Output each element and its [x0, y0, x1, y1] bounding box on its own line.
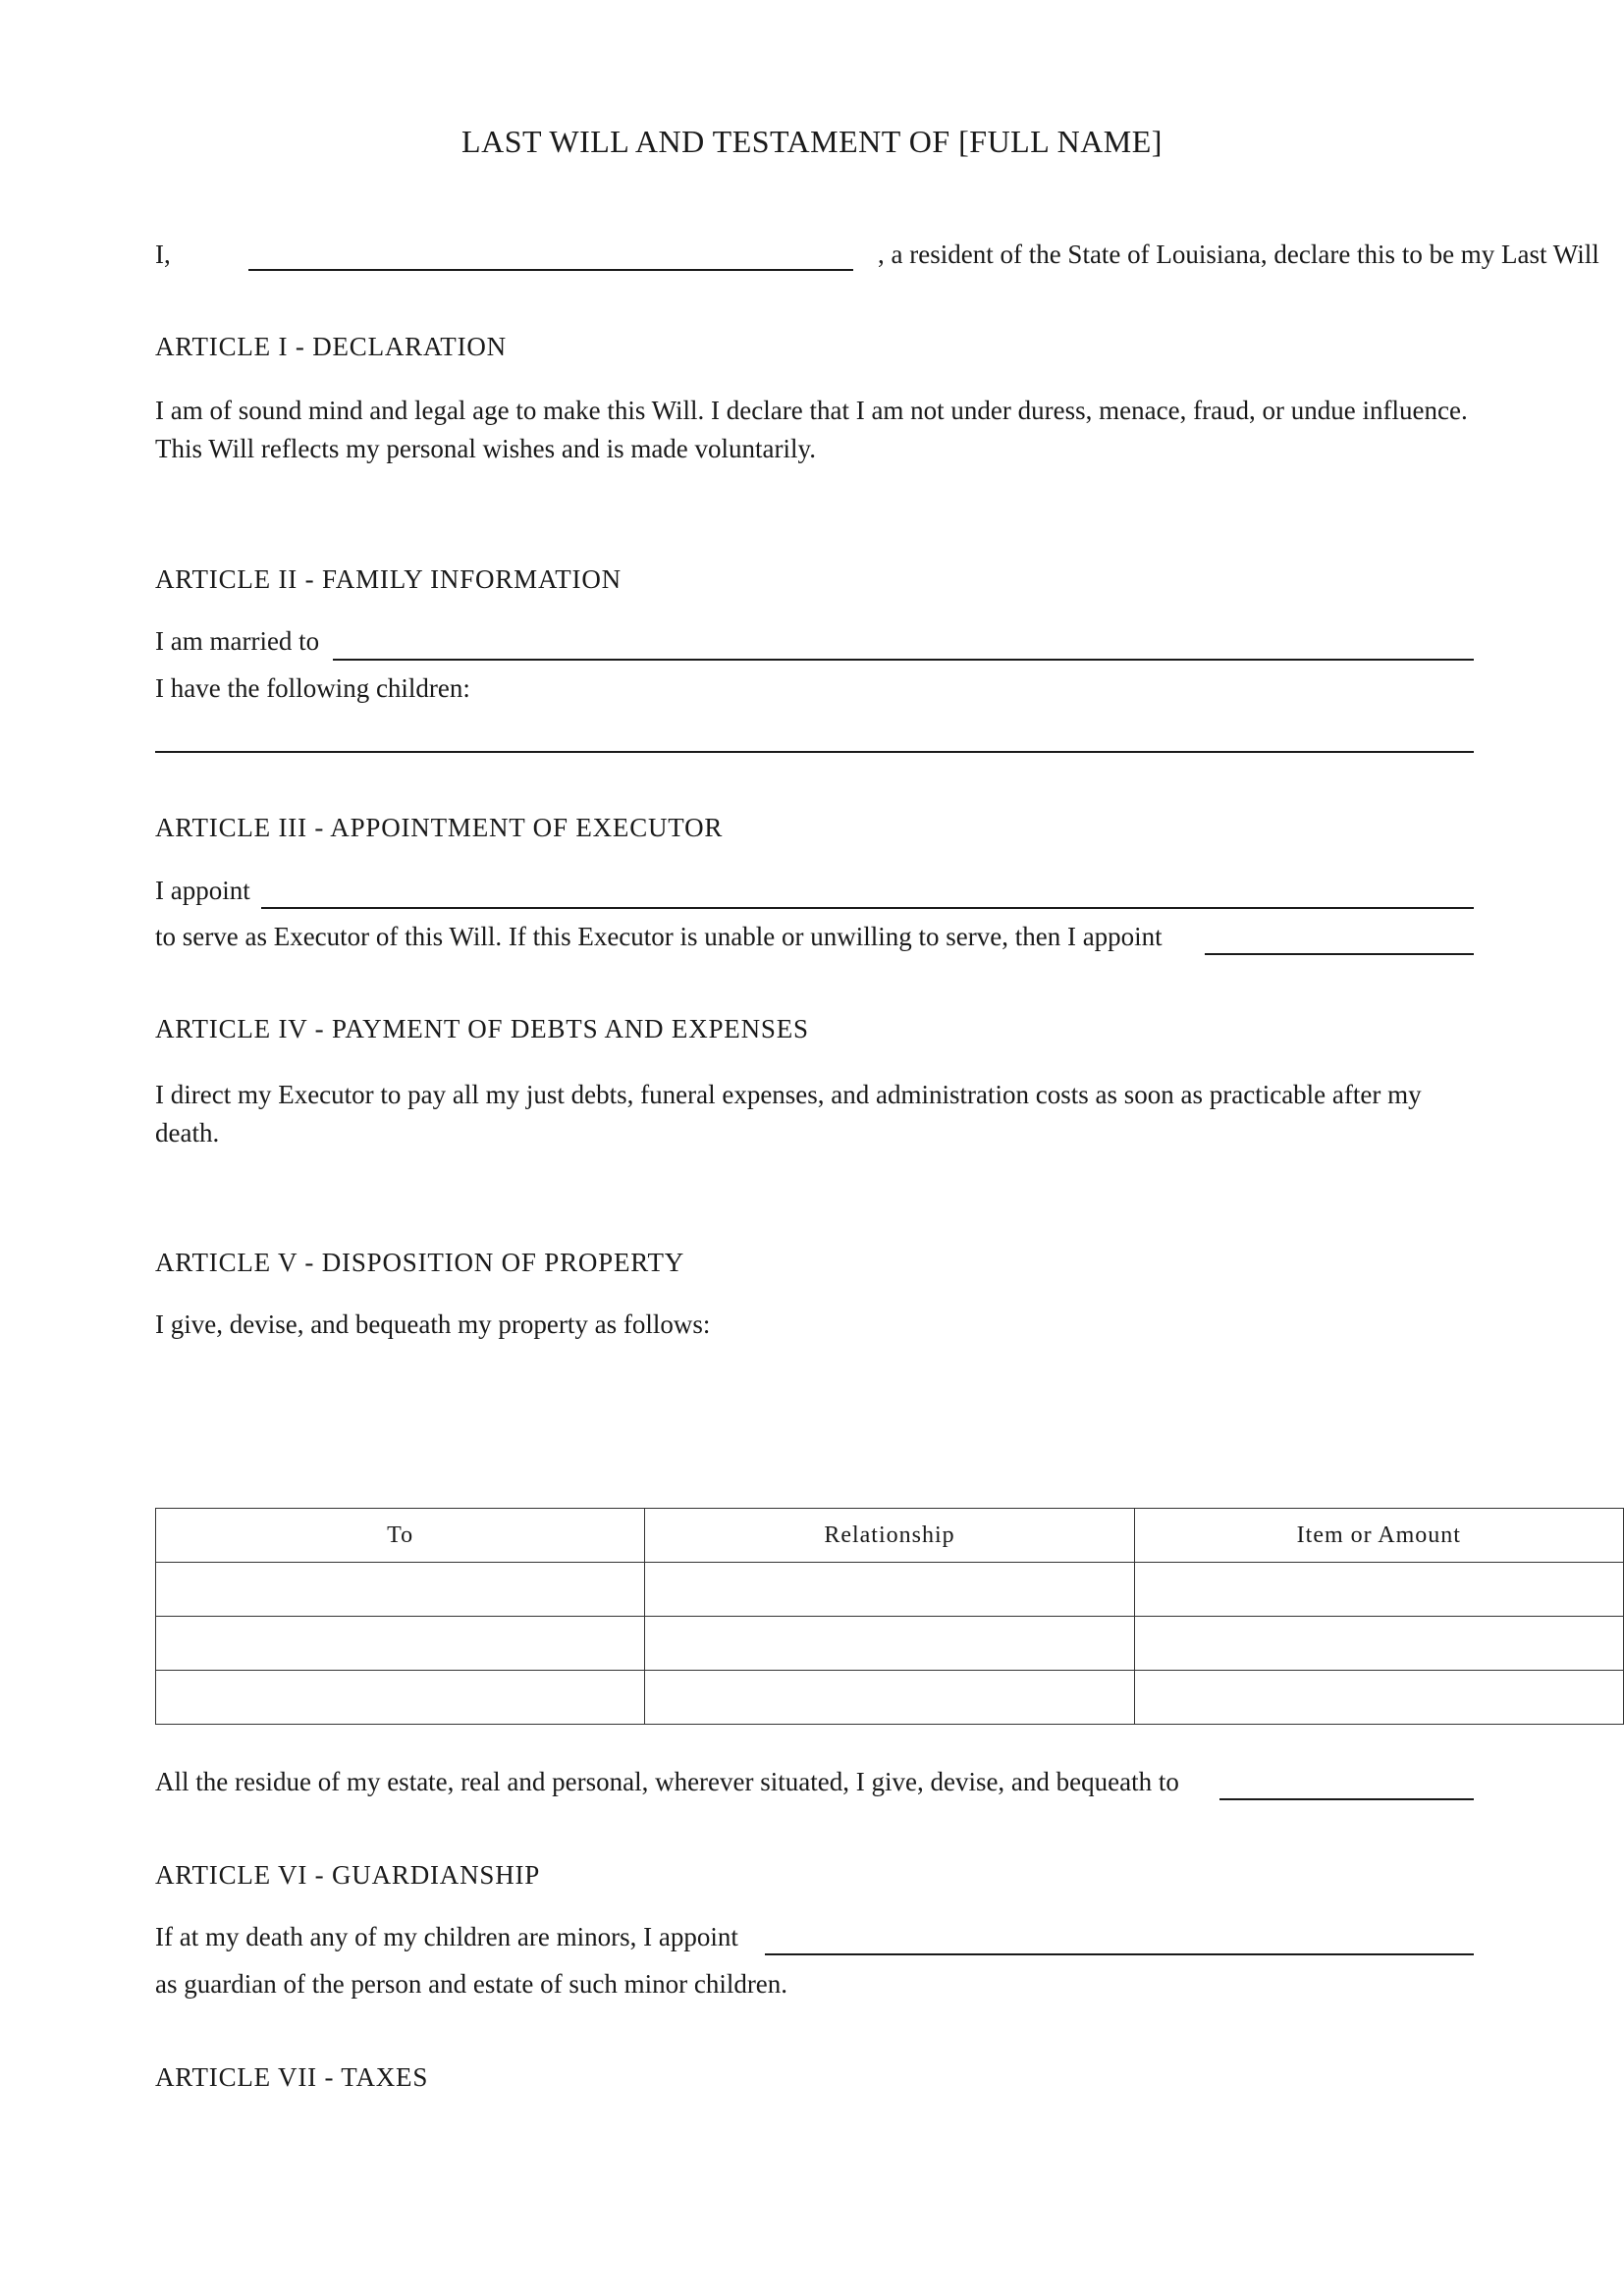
cell-to[interactable] — [156, 1671, 645, 1725]
article-1-text: I am of sound mind and legal age to make this Will. I declare that I am not under duress, menace, fraud, or undue influence. This Will reflects my personal wishes and is made voluntarily. — [155, 396, 1468, 463]
header-relationship: Relationship — [645, 1509, 1134, 1563]
children-label: I have the following children: — [155, 673, 470, 703]
alternate-executor-label: to serve as Executor of this Will. If this Executor is unable or unwilling to serve, then I appoint — [155, 922, 1163, 951]
cell-to[interactable] — [156, 1563, 645, 1617]
article-6-heading: ARTICLE VI - GUARDIANSHIP — [155, 1860, 541, 1890]
married-label: I am married to — [155, 626, 320, 656]
residue-beneficiary-field[interactable] — [1219, 1798, 1474, 1800]
cell-relationship[interactable] — [645, 1671, 1134, 1725]
article-3-heading: ARTICLE III - APPOINTMENT OF EXECUTOR — [155, 813, 724, 842]
bequests-table — [155, 1508, 1624, 1725]
cell-item-or-amount[interactable] — [1134, 1563, 1623, 1617]
spouse-name-field[interactable] — [333, 659, 1474, 661]
article-7-heading: ARTICLE VII - TAXES — [155, 2062, 429, 2092]
article-4-heading: ARTICLE IV - PAYMENT OF DEBTS AND EXPENSES — [155, 1014, 809, 1043]
table-row — [156, 1563, 1624, 1617]
article-4-text: I direct my Executor to pay all my just debts, funeral expenses, and administration costs as soon as practicable after my death. — [155, 1080, 1422, 1148]
article-5-intro: I give, devise, and bequeath my property as follows: — [155, 1309, 711, 1339]
header-to: To — [156, 1509, 645, 1563]
executor-name-field[interactable] — [261, 907, 1474, 909]
cell-relationship[interactable] — [645, 1617, 1134, 1671]
intro-prefix: I, — [155, 240, 171, 269]
guardian-appoint-label: If at my death any of my children are minors, I appoint — [155, 1922, 738, 1951]
cell-item-or-amount[interactable] — [1134, 1617, 1623, 1671]
table-row — [156, 1671, 1624, 1725]
appoint-executor-label: I appoint — [155, 876, 250, 905]
children-names-field[interactable] — [155, 751, 1474, 753]
document-title: LAST WILL AND TESTAMENT OF [FULL NAME] — [461, 124, 1163, 159]
article-2-heading: ARTICLE II - FAMILY INFORMATION — [155, 564, 622, 594]
intro-suffix: , a resident of the State of Louisiana, declare this to be my Last Will — [878, 240, 1599, 269]
guardian-text: as guardian of the person and estate of such minor children. — [155, 1969, 788, 1999]
testator-name-field[interactable] — [248, 269, 853, 271]
table-row — [156, 1617, 1624, 1671]
residue-label: All the residue of my estate, real and personal, wherever situated, I give, devise, and bequeath to — [155, 1767, 1179, 1796]
cell-relationship[interactable] — [645, 1563, 1134, 1617]
cell-to[interactable] — [156, 1617, 645, 1671]
table-header-row — [156, 1509, 1624, 1563]
cell-item-or-amount[interactable] — [1134, 1671, 1623, 1725]
guardian-name-field[interactable] — [765, 1953, 1474, 1955]
article-1-heading: ARTICLE I - DECLARATION — [155, 332, 507, 361]
header-item-or-amount: Item or Amount — [1134, 1509, 1623, 1563]
alternate-executor-field[interactable] — [1205, 953, 1474, 955]
article-5-heading: ARTICLE V - DISPOSITION OF PROPERTY — [155, 1248, 685, 1277]
